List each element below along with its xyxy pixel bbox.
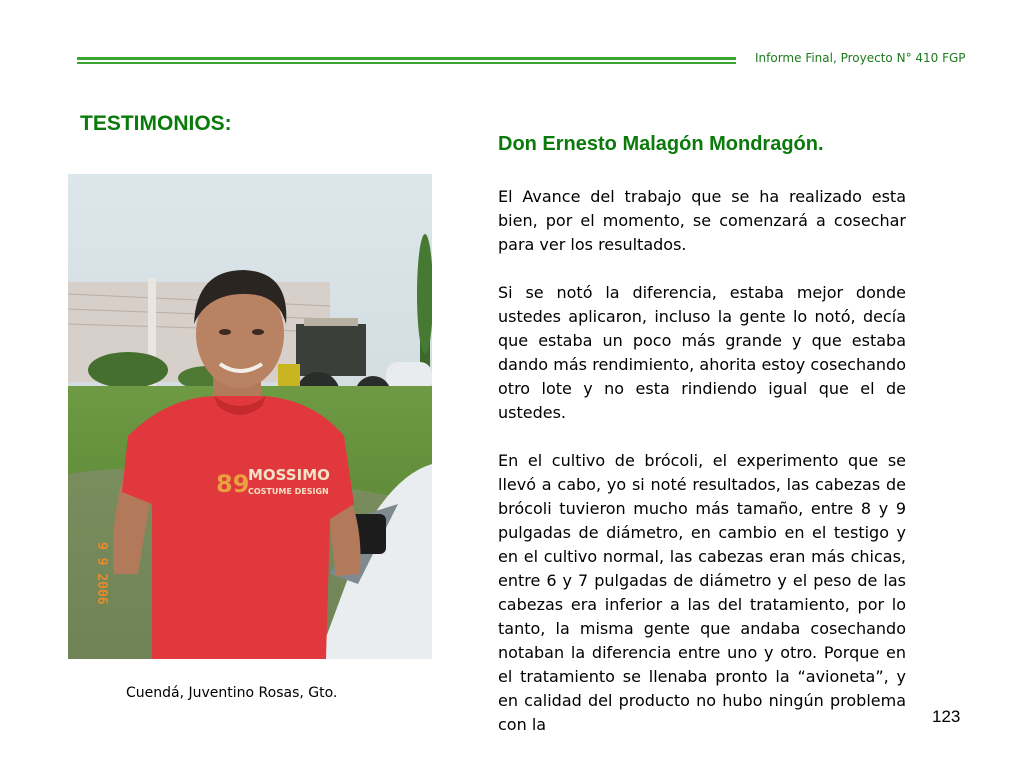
header-rule-bottom <box>77 62 736 64</box>
page-number: 123 <box>932 707 961 726</box>
report-title: Informe Final, Proyecto N° 410 FGP <box>755 51 966 65</box>
shirt-number-text: 89 <box>216 470 250 498</box>
photo-caption: Cuendá, Juventino Rosas, Gto. <box>126 685 338 701</box>
photo-date-stamp: 9 9 2006 <box>94 542 109 605</box>
shirt-subtitle-text: COSTUME DESIGN <box>248 487 329 496</box>
testimonial-body <box>498 185 906 768</box>
section-title: TESTIMONIOS: <box>80 112 232 135</box>
header-rule-top <box>77 57 736 60</box>
testimonial-paragraph-3: En el cultivo de brócoli, el experimento que se llevó a cabo, yo si noté resultados, las cabezas de brócoli tuvieron mucho más tamaño, entre 8 y 9 pulgadas de diámetro, en cambio en el testigo y en el cultivo normal, las cabezas eran más chicas, entre 6 y 7 pulgadas de diámetro y el peso de las cabezas era inferior a las del tratamiento, por lo tanto, la misma gente que andaba cosechando notaban la diferencia entre uno y otro. Porque en el tratamiento se llenaba pronto la “avioneta”, y en calidad del producto no hubo ningún problema con la <box>498 451 906 734</box>
testimonial-name: Don Ernesto Malagón Mondragón. <box>498 133 824 155</box>
testimonial-paragraph-2: Si se notó la diferencia, estaba mejor donde ustedes aplicaron, incluso la gente lo notó, decía que estaba un poco más grande y que estaba dando más rendimiento, ahorita estoy cosechando otro lote y no esta rindiendo igual que el de ustedes. <box>498 283 906 422</box>
testimonial-photo <box>68 174 432 659</box>
shirt-brand-text: MOSSIMO <box>248 466 330 484</box>
testimonial-paragraph-1: El Avance del trabajo que se ha realizado esta bien, por el momento, se comenzará a cosechar para ver los resultados. <box>498 187 906 254</box>
